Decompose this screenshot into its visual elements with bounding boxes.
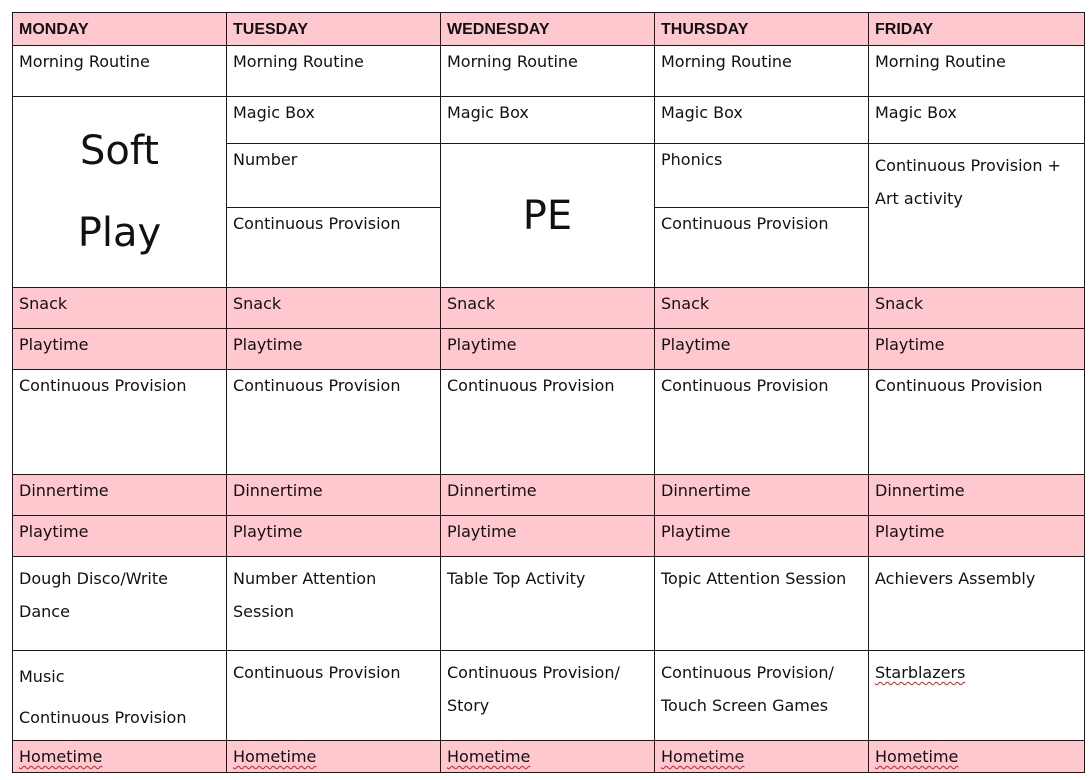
afternoon-row-2 xyxy=(13,651,1085,741)
continuous-thursday-am: Continuous Provision xyxy=(655,208,869,288)
afternoon1-monday xyxy=(13,557,227,651)
morning-routine-monday: Morning Routine xyxy=(13,46,227,97)
afternoon1-thursday xyxy=(655,557,869,651)
afternoon1-friday-line-1: Achievers Assembly xyxy=(875,569,1036,588)
morning-routine-wednesday: Morning Routine xyxy=(441,46,655,97)
dinnertime-monday: Dinnertime xyxy=(13,475,227,516)
continuous-midday-tuesday: Continuous Provision xyxy=(227,370,441,475)
snack-tuesday: Snack xyxy=(227,288,441,329)
continuous-midday-friday: Continuous Provision xyxy=(869,370,1085,475)
snack-wednesday: Snack xyxy=(441,288,655,329)
afternoon2-wednesday xyxy=(441,651,655,741)
snack-monday: Snack xyxy=(13,288,227,329)
hometime-thursday-text: Hometime xyxy=(661,747,745,766)
afternoon2-thursday-line-1: Continuous Provision/ xyxy=(661,663,834,682)
afternoon1-tuesday-line-2: Session xyxy=(233,602,295,621)
soft-play-cell xyxy=(13,97,227,288)
playtime-am-wednesday: Playtime xyxy=(441,329,655,370)
playtime-pm-wednesday: Playtime xyxy=(441,516,655,557)
continuous-midday-row xyxy=(13,370,1085,475)
hometime-tuesday-text: Hometime xyxy=(233,747,317,766)
hometime-friday-text: Hometime xyxy=(875,747,959,766)
playtime-am-row xyxy=(13,329,1085,370)
number-tuesday: Number xyxy=(227,144,441,208)
snack-friday: Snack xyxy=(869,288,1085,329)
morning-block-row-1 xyxy=(13,97,1085,144)
playtime-am-friday: Playtime xyxy=(869,329,1085,370)
afternoon2-thursday-line-2: Touch Screen Games xyxy=(661,696,829,715)
morning-routine-thursday: Morning Routine xyxy=(655,46,869,97)
snack-row xyxy=(13,288,1085,329)
magic-box-wednesday: Magic Box xyxy=(441,97,655,144)
day-header-thursday: THURSDAY xyxy=(655,13,869,46)
playtime-am-thursday: Playtime xyxy=(655,329,869,370)
weekly-timetable xyxy=(12,12,1085,773)
playtime-pm-thursday: Playtime xyxy=(655,516,869,557)
day-header-wednesday: WEDNESDAY xyxy=(441,13,655,46)
hometime-wednesday-text: Hometime xyxy=(447,747,531,766)
soft-play-line-2: Play xyxy=(77,210,162,256)
playtime-pm-monday: Playtime xyxy=(13,516,227,557)
playtime-pm-friday: Playtime xyxy=(869,516,1085,557)
afternoon1-monday-line-1: Dough Disco/Write xyxy=(19,569,168,588)
magic-box-thursday: Magic Box xyxy=(655,97,869,144)
hometime-monday-text: Hometime xyxy=(19,747,103,766)
dinnertime-thursday: Dinnertime xyxy=(655,475,869,516)
dinnertime-tuesday: Dinnertime xyxy=(227,475,441,516)
afternoon2-thursday xyxy=(655,651,869,741)
morning-routine-tuesday: Morning Routine xyxy=(227,46,441,97)
playtime-am-monday: Playtime xyxy=(13,329,227,370)
afternoon2-wednesday-line-1: Continuous Provision/ xyxy=(447,663,620,682)
afternoon2-friday-line-1: Starblazers xyxy=(875,663,966,682)
afternoon1-wednesday-line-1: Table Top Activity xyxy=(447,569,586,588)
soft-play-line-1: Soft xyxy=(80,128,159,174)
morning-routine-friday: Morning Routine xyxy=(869,46,1085,97)
hometime-friday xyxy=(869,741,1085,773)
afternoon2-tuesday xyxy=(227,651,441,741)
magic-box-friday: Magic Box xyxy=(869,97,1085,144)
hometime-thursday xyxy=(655,741,869,773)
friday-art-line-2: Art activity xyxy=(875,189,963,208)
afternoon1-tuesday-line-1: Number Attention xyxy=(233,569,377,588)
day-header-tuesday: TUESDAY xyxy=(227,13,441,46)
playtime-pm-tuesday: Playtime xyxy=(227,516,441,557)
magic-box-tuesday: Magic Box xyxy=(227,97,441,144)
hometime-tuesday xyxy=(227,741,441,773)
header-row xyxy=(13,13,1085,46)
phonics-thursday: Phonics xyxy=(655,144,869,208)
afternoon-row-1 xyxy=(13,557,1085,651)
hometime-monday xyxy=(13,741,227,773)
afternoon1-tuesday xyxy=(227,557,441,651)
continuous-midday-monday: Continuous Provision xyxy=(13,370,227,475)
continuous-tuesday-am: Continuous Provision xyxy=(227,208,441,288)
pe-label: PE xyxy=(522,192,573,239)
afternoon2-friday xyxy=(869,651,1085,741)
afternoon1-friday xyxy=(869,557,1085,651)
dinnertime-friday: Dinnertime xyxy=(869,475,1085,516)
pe-cell xyxy=(441,144,655,288)
hometime-wednesday xyxy=(441,741,655,773)
dinnertime-row xyxy=(13,475,1085,516)
afternoon1-monday-line-2: Dance xyxy=(19,602,70,621)
continuous-midday-thursday: Continuous Provision xyxy=(655,370,869,475)
playtime-pm-row xyxy=(13,516,1085,557)
afternoon1-wednesday xyxy=(441,557,655,651)
friday-art-cell xyxy=(869,144,1085,288)
afternoon2-monday xyxy=(13,651,227,741)
afternoon2-monday-line-1: Music xyxy=(19,667,65,686)
afternoon1-thursday-line-1: Topic Attention Session xyxy=(661,569,847,588)
playtime-am-tuesday: Playtime xyxy=(227,329,441,370)
afternoon2-wednesday-line-2: Story xyxy=(447,696,490,715)
friday-art-line-1: Continuous Provision + xyxy=(875,156,1061,175)
morning-routine-row xyxy=(13,46,1085,97)
afternoon2-monday-line-2: Continuous Provision xyxy=(19,708,187,727)
snack-thursday: Snack xyxy=(655,288,869,329)
day-header-friday: FRIDAY xyxy=(869,13,1085,46)
continuous-midday-wednesday: Continuous Provision xyxy=(441,370,655,475)
afternoon2-tuesday-line-1: Continuous Provision xyxy=(233,663,401,682)
dinnertime-wednesday: Dinnertime xyxy=(441,475,655,516)
hometime-row xyxy=(13,741,1085,773)
day-header-monday: MONDAY xyxy=(13,13,227,46)
